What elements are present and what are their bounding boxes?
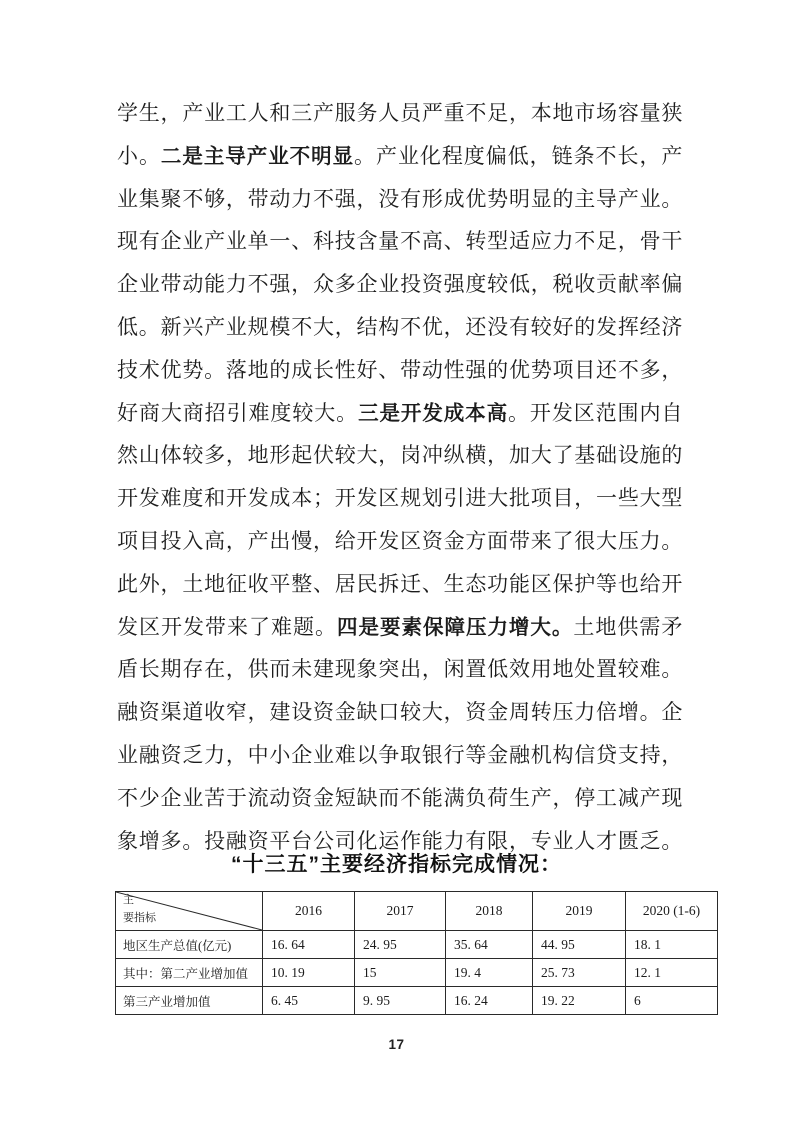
year-header: 2020 (1-6) [626,892,718,931]
text-line: 企业带动能力不强，众多企业投资强度较低，税收贡献率偏 [117,272,683,297]
bold-phrase: 三是开发成本高 [358,401,508,425]
text-segment: 。开发区范围内自 [507,400,683,425]
value-cell: 15 [355,959,446,987]
corner-label-top: 主 [123,894,134,906]
corner-header-cell [116,892,263,931]
table-row [116,959,718,987]
text-line: 业集聚不够，带动力不强，没有形成优势明显的主导产业。 [117,186,683,211]
value-cell: 10. 19 [263,959,355,987]
text-line: 然山体较多，地形起伏较大，岗冲纵横，加大了基础设施的 [117,443,683,468]
text-segment: 好商大商招引难度较大。 [117,400,359,425]
table-header-row [116,892,718,931]
value-cell: 12. 1 [626,959,718,987]
body-paragraph [117,92,683,862]
text-segment: 小。 [117,143,161,168]
text-segment: 发区开发带来了难题。 [117,614,337,639]
text-line: 此外，土地征收平整、居民拆迁、生态功能区保护等也给开 [117,571,683,596]
value-cell: 19. 22 [533,987,626,1015]
text-segment: 土地供需矛 [573,614,684,639]
text-line: 融资渠道收窄，建设资金缺口较大，资金周转压力倍增。企 [117,700,683,725]
indicator-label: 地区生产总值(亿元) [116,931,263,959]
text-line: 学生，产业工人和三产服务人员严重不足，本地市场容量狭 [117,101,683,125]
text-line: 项目投入高，产出慢，给开发区资金方面带来了很大压力。 [117,528,683,553]
indicator-label: 第三产业增加值 [116,987,263,1015]
year-header: 2018 [446,892,533,931]
value-cell: 24. 95 [355,931,446,959]
year-header: 2019 [533,892,626,931]
value-cell: 16. 64 [263,931,355,959]
text-segment: 。产业化程度偏低，链条不长，产 [354,143,684,168]
value-cell: 44. 95 [533,931,626,959]
value-cell: 25. 73 [533,959,626,987]
text-line [117,392,683,435]
value-cell: 35. 64 [446,931,533,959]
table-title: “十三五”主要经济指标完成情况： [231,853,562,876]
value-cell: 6. 45 [263,987,355,1015]
value-cell: 19. 4 [446,959,533,987]
economic-indicators-table [115,891,718,1015]
value-cell: 6 [626,987,718,1015]
text-line: 开发难度和开发成本；开发区规划引进大批项目，一些大型 [117,486,683,511]
table-row [116,931,718,959]
page-number: 17 [388,1037,405,1052]
text-line [117,606,683,649]
text-line: 技术优势。落地的成长性好、带动性强的优势项目还不多， [117,357,683,382]
corner-label-bottom: 要指标 [123,912,156,924]
indicator-label: 其中：第二产业增加值 [116,959,263,987]
value-cell: 18. 1 [626,931,718,959]
text-line: 盾长期存在，供而未建现象突出，闲置低效用地处置较难。 [117,657,683,682]
text-line: 低。新兴产业规模不大，结构不优，还没有较好的发挥经济 [117,314,683,339]
year-header: 2017 [355,892,446,931]
text-line [117,135,683,178]
bold-phrase: 四是要素保障压力增大。 [336,615,574,639]
text-line: 业融资乏力，中小企业难以争取银行等金融机构信贷支持， [117,742,683,767]
year-header: 2016 [263,892,355,931]
value-cell: 9. 95 [355,987,446,1015]
text-line: 现有企业产业单一、科技含量不高、转型适应力不足，骨干 [117,229,683,254]
value-cell: 16. 24 [446,987,533,1015]
text-line: 不少企业苦于流动资金短缺而不能满负荷生产，停工减产现 [117,785,683,810]
table-row [116,987,718,1015]
bold-phrase: 二是主导产业不明显 [160,144,355,168]
text-line: 象增多。投融资平台公司化运作能力有限，专业人才匮乏。 [117,828,683,853]
